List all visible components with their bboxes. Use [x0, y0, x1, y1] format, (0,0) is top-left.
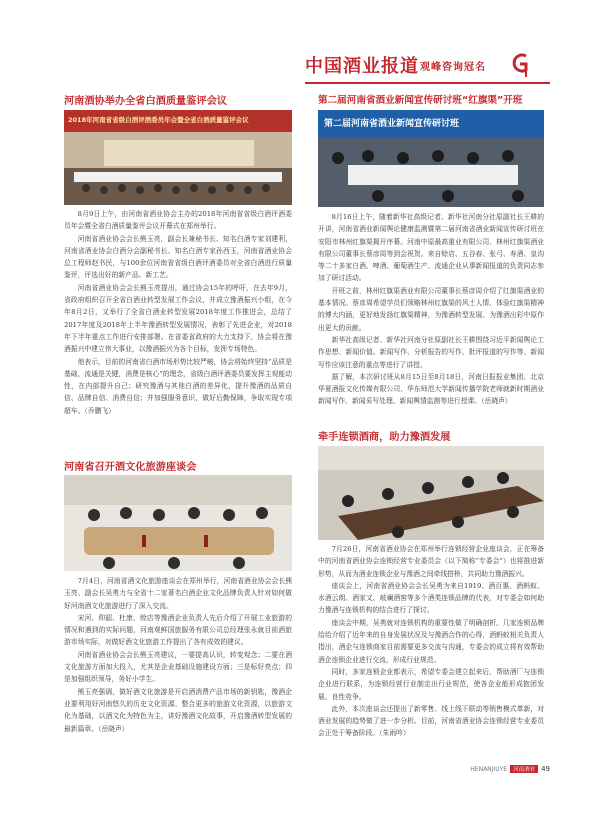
article-body-wine-tourism	[64, 575, 292, 735]
g-logo-icon	[510, 50, 532, 78]
masthead-block	[305, 52, 550, 82]
paragraph: 此外，本次座谈会还提出了新零售、线上线下联动等销售模式革新，对酒业发展的趋势做了进一步分析。目前，河南省酒业协会连锁经营专业委员会正处于筹备阶段。（朱雨吟）	[318, 704, 544, 738]
article-body-chain-stores	[318, 543, 544, 740]
photo-banner-text: 第二届河南省酒业新闻宣传研讨班	[324, 119, 460, 129]
page-number: 49	[541, 765, 550, 773]
paragraph: 7月26日，河南省酒业协会在郑州举行连锁经营企业座谈会，正在筹备中的河南省酒业协会连锁经营专业委员会（以下简称“专委会”）也将推进新形势，从而为酒业连锁企业与豫酒之间牵线搭桥，共同助力豫酒振兴。	[318, 545, 544, 578]
article-body-quality-review	[64, 208, 292, 417]
paragraph: 座谈会中期，吴勇就对连锁机构的重要性做了明确剖析。几家连锁品牌给给介绍了近年来的自身发展状况及与豫酒合作的心得，酒蚂蚁相关负责人指出，酒企与连锁商家目前需要更多交流与沟通，专委会的成立将有效帮助酒企连锁企业进行交流，形成行业规范。	[318, 618, 544, 664]
photo-wine-tourism	[64, 475, 292, 571]
paragraph: 他表示，目前的河南省白酒市场形势比较严峻，协会将始终坚持“品质是基础，流通是关键，消费是核心”的理念，省级白酒评酒委员要发挥主观能动性，在内部提升自己；研究豫酒与其他白酒的差异化，提升豫酒的品质自信、品牌自信、消费自信；并加强服务意识，做好后勤保障，争取实现专项超车。（乔鹏飞）	[64, 357, 292, 415]
photo-banner-text: 2018年河南省省级白酒评酒委员年会暨全省白酒质量鉴评会议	[68, 116, 249, 124]
paragraph: 河南省酒业协会会长熊玉亮建议，一要提高认识，转变观念；二要在酒文化旅游方面加大投入，尤其是企业基础设施建设方面；三是标好亮点；四是加强组织领导，务好小学生。	[64, 650, 292, 684]
footer-site: HENANJIUYE	[470, 766, 508, 773]
paragraph: 座谈会上，河南省酒业协会会长吴勇为来自1919、酒百惠、酒蚂蚁、水酒云朗、酒家又、岐斓酒窖等多个酒类连锁品牌的代表，对专委会如何助力豫酒与连锁机构的结合进行了探讨。	[318, 581, 544, 615]
article-title-wine-tourism: 河南省召开酒文化旅游座谈会	[64, 462, 197, 473]
page-footer	[470, 765, 550, 773]
photo-news-training	[318, 110, 544, 207]
article-title-news-training: 第二届河南省酒业新闻宣传研讨班“红旗渠”开班	[318, 95, 523, 106]
paragraph: 8月16日上午，随着新华社高级记者、新华社河南分社原副社长王耕的开讲，河南省酒业新闻舆论健康监测暨第二届河南省酒业新闻宣传研讨班在安阳市林州红旗渠揭开序幕。河南中原最高重业有限公司、林州红旗渠酒业有限公司董事长蔡彦周等到会祝贺。来自赊店、五谷春、张弓、寿酒、皇沟等二十多家白酒、啤酒、葡萄酒生产、流通企业从事新闻报道的负责同志参加了研讨活动。	[318, 213, 544, 283]
paragraph: 河南省酒业协会会长熊玉亮，副会长兼秘书长、知名白酒专家刘建利，河南省酒业协会白酒分会副秘书长、知名白酒专家孙西玉，河南省酒业协会总工程师赵书民，与100余位河南省省级白酒评酒委员对全省白酒进行质量鉴评，评选出好的新产品、新工艺。	[64, 234, 292, 280]
article-body-news-training	[318, 211, 544, 408]
paragraph: 7月4日，河南省酒文化旅游座谈会在郑州举行，河南省酒业协会会长熊玉亮、副会长吴勇力与全省十二家著名白酒企业文化品牌负责人针对如何做好河南酒文化旅游进行了深入交流。	[64, 577, 292, 610]
paragraph: 新华社高级记者、新华社河南分社原副社长王耕围绕习近平新闻舆论工作思想、新闻价值、新闻写作、分析报告的写作、批评报道的写作等、新闻写作应该注意的重点等进行了讲授。	[318, 335, 544, 369]
paragraph: 同时，多家连锁企业都表示，希望专委会建立起来后，帮助酒厂与连锁企业进行联系，为连锁经营行业制定出行业规范，使各企业能形成抱团发展、良性竞争。	[318, 667, 544, 701]
meeting-photo-image	[64, 110, 292, 205]
photo-quality-review	[64, 110, 292, 205]
masthead-tagline: 观峰咨询冠名	[420, 62, 486, 73]
paragraph: 宋河、仰韶、杜康、赊店等豫酒企业负责人先后介绍了开展工业旅游的情况和遇到的实际问题，河南观鲜国旅服务有限公司总经理张永就目前酒旅游市场实际，对做好酒文化旅游工作提出了各有成效的建议。	[64, 613, 292, 647]
photo-chain-stores	[318, 446, 544, 540]
paragraph: 8月9日上午，由河南省酒业协会主办的2018年河南省省级白酒评酒委员年会暨全省白酒质量鉴评会议开幕式在郑州举行。	[64, 210, 292, 231]
footer-badge: 河南酒业	[510, 765, 538, 773]
paragraph: 熊玉亮强调，做好酒文化旅游是开启酒消费产品市场的新钥匙，豫酒企业要利用好河南悠久的历史文化资源、整合更多的旅游文化资源，以旅游文化为基础，以酒文化为特色为主，讲好豫酒文化故事，开启豫酒转型发展的最新篇章。（岳晓声）	[64, 687, 292, 733]
masthead-rule	[305, 82, 550, 84]
paragraph: 河南省酒业协会会长熊玉亮提出，通过协会15年的呼吁，在去年9月，省政府组织召开全省白酒业转型发展工作会议，并成立豫酒振兴小组，在今年8月2日，又举行了全省白酒业转型发展2018年度工作推进会，总结了2017年度及2018年上半年豫酒转型发展情况，表彰了先进企业，对2018年下半年重点工作进行安排部署。在省委省政府的大力支持下，协会将在豫酒振兴中建立伟大事业，以豫酒振兴为各个目标，发挥专场特色。	[64, 283, 292, 354]
paragraph: 开班之前，林州红旗渠酒业有限公司董事长蔡彦周介绍了红旗渠酒业的基本情况。蔡彦周希望学员们领略林州红旗渠的风土人情、体验红旗渠精神的博大内涵，更好地发扬红旗渠精神，为豫酒转型发展、为豫酒出彩中原作出更大的贡献。	[318, 286, 544, 332]
article-title-chain-stores: 牵手连锁酒商，助力豫酒发展	[318, 432, 451, 443]
chain-meeting-photo-image	[318, 446, 544, 540]
roundtable-photo-image	[64, 475, 292, 571]
paragraph: 据了解，本次研讨班从8月15日至8月18日，河南日报报业集团、北京华夏酒报文化传媒有限公司、华东师范大学新闻传播学院老师就新时期酒业新闻写作、新闻采写处理、新闻舆情监测等进行授课。（岳晓声）	[318, 372, 544, 406]
article-title-quality-review: 河南酒协举办全省白酒质量鉴评会议	[64, 96, 227, 107]
masthead-title: 中国酒业报道	[305, 56, 419, 77]
